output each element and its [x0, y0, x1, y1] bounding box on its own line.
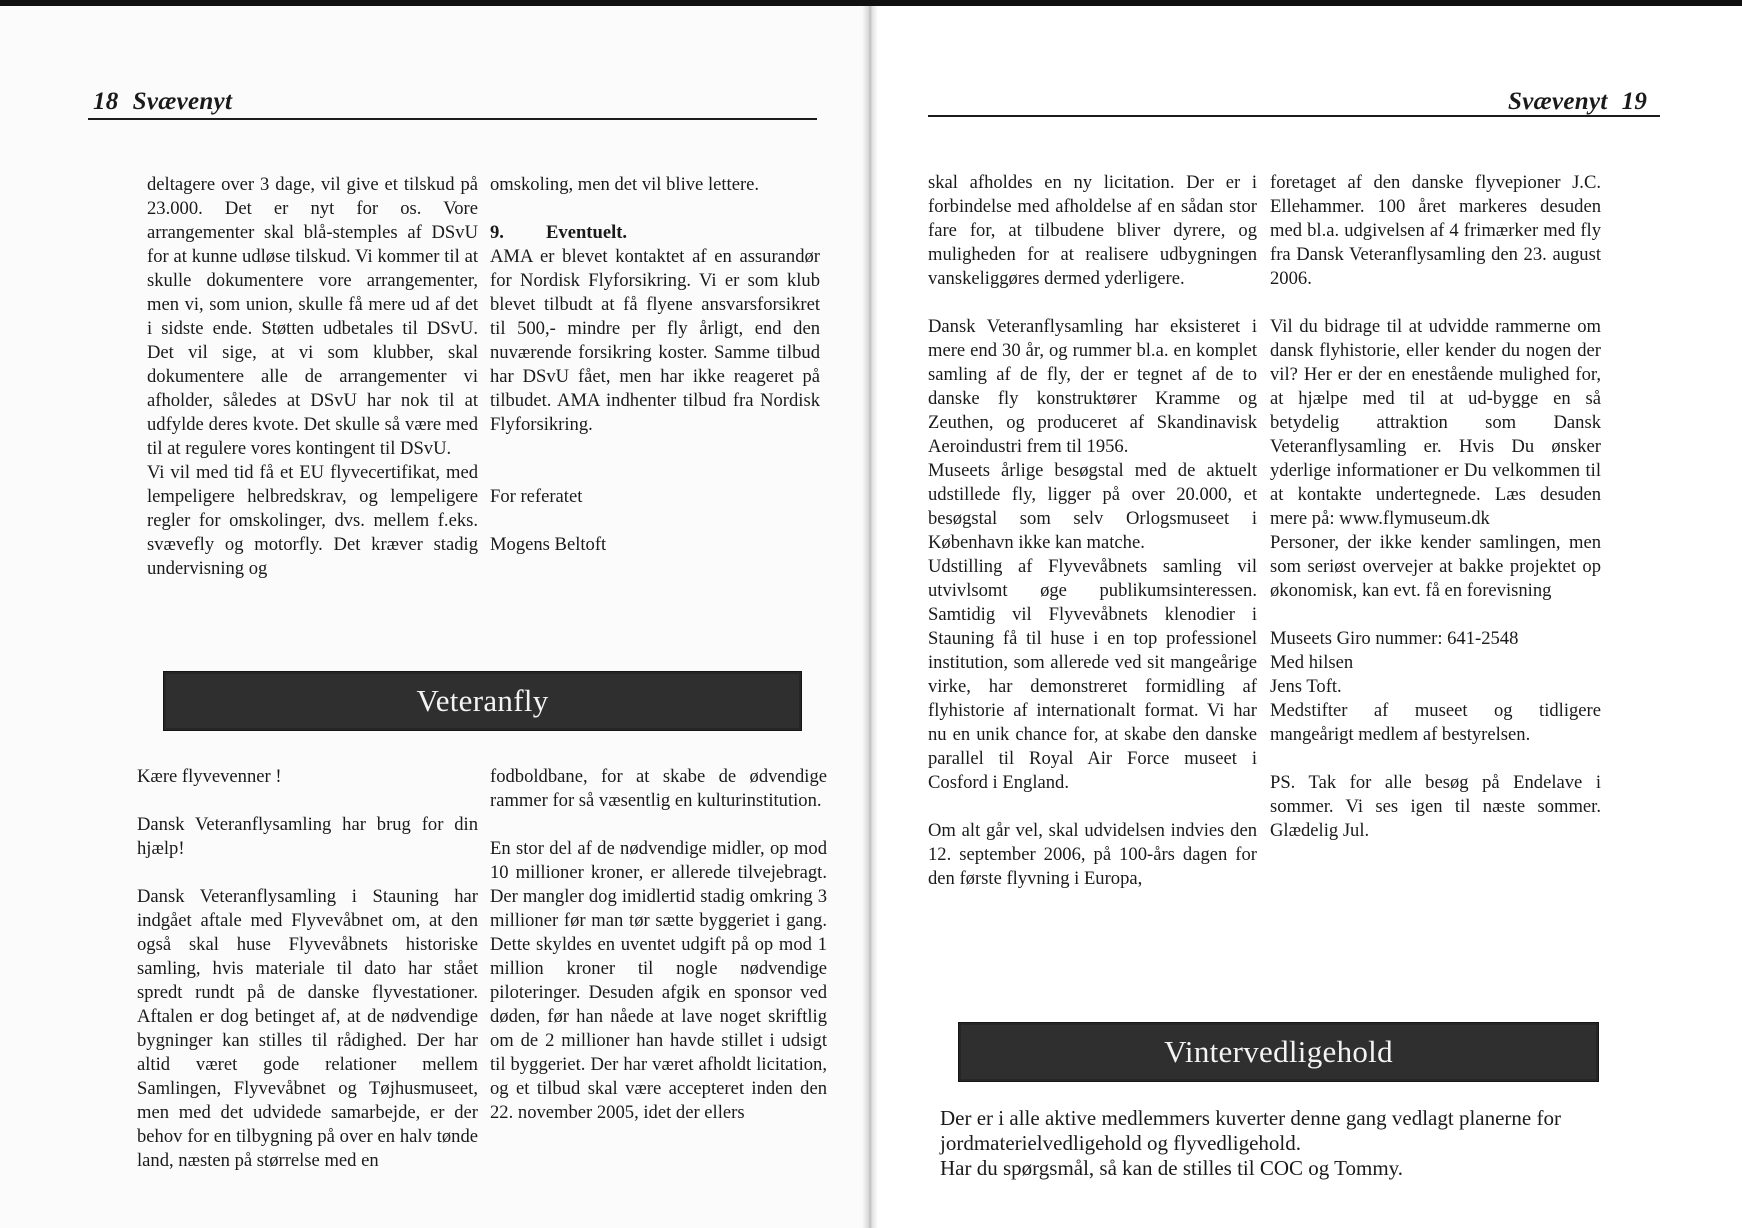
sign-off-name: Mogens Beltoft: [490, 534, 607, 555]
postscript: PS. Tak for alle besøg på Endelave i sommer. Vi ses igen til næste sommer. Glædelig Jul.: [1270, 772, 1601, 841]
page-gutter: [862, 6, 878, 1228]
closing: Med hilsen: [1270, 652, 1354, 673]
signature-role: Medstifter af museet og tidligere mangeårigt medlem af bestyrelsen.: [1270, 700, 1601, 745]
minutes-paragraph: Vi vil med tid få et EU flyvecertifikat, med lempeligere helbredskrav, og lempeligere regler for omskolinger, dvs. mellem f.eks. svævefly og motorfly. Det kræver stadig undervisning og: [147, 462, 478, 579]
right-column-2: [1270, 171, 1601, 843]
veteranfly-column-1: [137, 765, 478, 1173]
veteranfly-banner-title: Veteranfly: [416, 683, 549, 718]
minutes-continuation: omskoling, men det vil blive lettere.: [490, 174, 760, 195]
body-paragraph: Dansk Veteranflysamling i Stauning har indgået aftale med Flyvevåbnet om, at den også skal huse Flyvevåbnets historiske samling, hvis materiale til dato har stået spredt rundt på de danske flyvestationer. Aftalen er dog betinget af, at de nødvendige bygninger kan stilles til rådighed. Der har altid været gode relationer mellem Samlingen, Flyvevåbnet og Tøjhusmuseet, men med det udvidede samarbejde, er der behov for en tilbygning på over en halv tønde land, næsten på størrelse med en: [137, 886, 478, 1171]
veteranfly-column-2: [490, 765, 827, 1125]
body-paragraph: Museets årlige besøgstal med de aktuelt udstillede fly, ligger på over 20.000, et besøgstal som selv Orlogsmuseet i København ikke kan matche.: [928, 460, 1257, 553]
right-running-head: [1508, 88, 1647, 116]
vintervedligehold-banner: [958, 1022, 1599, 1082]
agenda-item-text: AMA er blevet kontaktet af en assurandør for Nordisk Flyforsikring. Vi er som klub blevet tilbudt at få flyene ansvarsforsikret til 500,- mindre per fly årligt, end den nuværende forsikring koster. Samme tilbud har DSvU fået, men har ikke reageret på tilbudet. AMA indhenter tilbud fra Nordisk Flyforsikring.: [490, 246, 820, 435]
winter-notice: [940, 1106, 1640, 1181]
body-paragraph: foretaget af den danske flyvepioner J.C. Ellehammer. 100 året markeres desuden med bl.a. udgivelsen af 4 frimærker med fly fra Dansk Veteranflysamling den 23. august 2006.: [1270, 172, 1601, 289]
left-page-number: 18: [93, 88, 119, 115]
minutes-column-2: [490, 173, 820, 557]
veteranfly-banner: [163, 671, 802, 731]
body-paragraph: Om alt går vel, skal udvidelsen indvies den 12. september 2006, på 100-års dagen for den første flyvning i Europa,: [928, 820, 1257, 889]
agenda-item-number: 9.: [490, 222, 504, 243]
body-paragraph: En stor del af de nødvendige midler, op mod 10 millioner kroner, er allerede tilvejebragt. Der mangler dog imidlertid stadig omkring 3 millioner før man tør sætte byggeriet i gang. Dette skyldes en uventet udgift på op mod 1 million kroner til nogle nødvendige piloteringer. Desuden afgik en sponsor ved døden, før han nåede at lave noget skriftlig om de 2 millioner han havde stillet i udsigt til byggeriet. Der har været afholdt licitation, og et tilbud skal være accepteret inden den 22. november 2005, idet der ellers: [490, 838, 827, 1123]
agenda-item-heading: [490, 221, 820, 245]
body-paragraph: Personer, der ikke kender samlingen, men som seriøst overvejer at bakke projektet op økonomisk, kan evt. få en forevisning: [1270, 532, 1601, 601]
agenda-item-title: Eventuelt.: [546, 222, 628, 243]
winter-notice-text: Der er i alle aktive medlemmers kuverter denne gang vedlagt planerne for jordmaterielvedligehold og flyvedligehold.: [940, 1106, 1561, 1155]
left-running-head: [93, 88, 232, 116]
winter-notice-contact: Har du spørgsmål, så kan de stilles til COC og Tommy.: [940, 1156, 1404, 1180]
sign-off-label: For referatet: [490, 486, 583, 507]
minutes-paragraph: deltagere over 3 dage, vil give et tilskud på 23.000. Det er nyt for os. Vore arrangementer skal blå-stemples af DSvU for at kunne udløse tilskud. Vi kommer til at skulle dokumentere vore arrangementer, men vi, som union, skulle få mere ud af det i sidste ende. Støtten udbetales til DSvU. Det vil sige, at vi som klubber, skal dokumentere alle de arrangementer vi afholder, således at DSvU har nok til at udfylde deres kvote. Det skulle så være med til at regulere vores kontingent til DSvU.: [147, 174, 478, 459]
intro-paragraph: Dansk Veteranflysamling har brug for din hjælp!: [137, 814, 478, 859]
body-paragraph: skal afholdes en ny licitation. Der er i forbindelse med afholdelse af en sådan stor fare for, at tilbudene bliver dyrere, og muligheden for at realisere udbygningen vanskeliggøres dermed yderligere.: [928, 172, 1257, 289]
body-paragraph: Dansk Veteranflysamling har eksisteret i mere end 30 år, og rummer bl.a. en komplet samling af de fly, der er tegnet af de to danske fly konstruktører Kramme og Zeuthen, og produceret af Skandinavisk Aeroindustri frem til 1956.: [928, 316, 1257, 457]
giro-number: Museets Giro nummer: 641-2548: [1270, 628, 1519, 649]
body-paragraph: fodboldbane, for at skabe de ødvendige rammer for så væsentlig en kulturinstitution.: [490, 766, 827, 811]
minutes-column-1: [147, 173, 478, 581]
right-page-title: Svævenyt: [1508, 88, 1608, 115]
right-column-1: [928, 171, 1257, 891]
left-header-rule: [88, 118, 817, 120]
right-page-number: 19: [1621, 88, 1648, 115]
left-page-title: Svævenyt: [132, 88, 233, 115]
greeting: Kære flyvevenner !: [137, 766, 282, 787]
right-header-rule: [928, 115, 1660, 117]
vintervedligehold-banner-title: Vintervedligehold: [1164, 1034, 1393, 1069]
body-paragraph: Vil du bidrage til at udvidde rammerne om dansk flyhistorie, eller kender du nogen der vil? Her er der en enestående mulighed for, at hjælpe med til at ud-bygge en så betydelig attraktion som Dansk Veteranflysamling er. Hvis Du ønsker yderlige informationer er Du velkommen til at kontakte undertegnede. Læs desuden mere på: www.flymuseum.dk: [1270, 316, 1601, 529]
body-paragraph: Udstilling af Flyvevåbnets samling vil utvivlsomt øge publikumsinteressen. Samtidig vil Flyvevåbnets klenodier i Stauning få til huse i en top professionel institution, som allerede ved sit mangeårige virke, har demonstreret formidling af flyhistorie af internationalt format. Vi har nu en unik chance for, at skabe den danske parallel til Royal Air Force museet i Cosford i England.: [928, 556, 1257, 793]
signature-name: Jens Toft.: [1270, 676, 1342, 697]
